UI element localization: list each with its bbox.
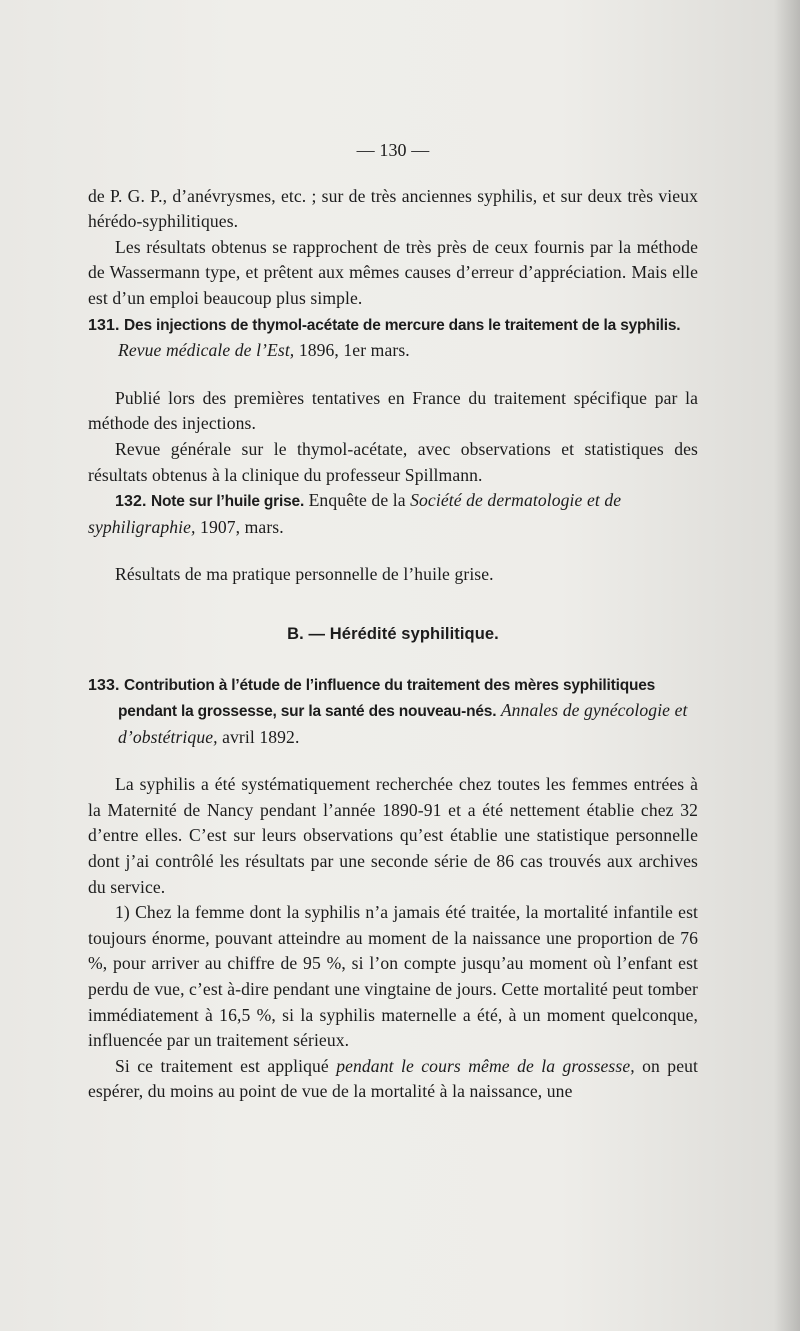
paragraph-133-2: 1) Chez la femme dont la syphilis n’a jamais été traitée, la mortalité infantile est toujours énorme, pouvant atteindre au moment de la naissance une proportion de 76 %, pour arriver au chiffre de 95 %, si l’on compte jusqu’au moment où l’enfant est perdu de vue, c’est à-dire pendant une vingtaine de jours. Cette mortalité peut tomber immédiatement à 16,5 %, si la syphilis maternelle a été, à un moment quelconque, influencée par un traitement sérieux. xyxy=(88,902,698,1051)
entry-number: 131. xyxy=(88,316,120,334)
text-run: Si ce traitement est appliqué xyxy=(115,1055,329,1076)
text-run: on peut espérer, du moins au point de vue de la mortalité à la naissance, une xyxy=(88,1055,698,1102)
entry-title: Des injections de thymol-acétate de mercure dans le traitement de la syphilis. xyxy=(124,316,681,334)
entry-title: Note sur l’huile grise. xyxy=(151,493,305,511)
entry-date: avril 1892. xyxy=(222,726,300,747)
page-edge-shadow xyxy=(774,0,800,1331)
paragraph-131-2: Revue générale sur le thymol-acétate, avec observations et statistiques des résultats obtenus à la clinique du professeur Spillmann. xyxy=(88,438,698,485)
paragraph-132-1: Résultats de ma pratique personnelle de l’huile grise. xyxy=(115,564,494,585)
entry-text: Enquête de la xyxy=(308,490,406,511)
paragraph-133-3 xyxy=(88,1054,698,1105)
section-heading: B. — Hérédité syphilitique. xyxy=(287,624,499,643)
bibliography-entry-133 xyxy=(88,672,698,751)
entry-date: 1896, 1er mars. xyxy=(298,340,410,361)
entry-journal: Revue médicale de l’Est, xyxy=(118,340,295,361)
italic-text-run: pendant le cours même de la grossesse, xyxy=(336,1055,635,1076)
entry-journal: Annales de gynécologie et d’obstétrique, xyxy=(118,700,688,747)
entry-number: 132. xyxy=(115,493,147,511)
bibliography-entry-132 xyxy=(88,488,698,540)
entry-title: Contribution à l’étude de l’influence du traitement des mères syphilitiques pendant la grossesse, sur la santé des nouveau-nés. xyxy=(118,676,656,721)
entry-journal: Société de dermatologie et de syphiligraphie, xyxy=(88,490,622,537)
page-number: — 130 — xyxy=(356,140,430,160)
bibliography-entry-131 xyxy=(88,312,698,364)
intro-paragraph-2: Les résultats obtenus se rapprochent de très près de ceux fournis par la méthode de Wassermann type, et prêtent aux mêmes causes d’erreur d’appréciation. Mais elle est d’un emploi beaucoup plus simple. xyxy=(88,236,698,308)
page-content xyxy=(88,138,698,1105)
paragraph-131-1: Publié lors des premières tentatives en France du traitement spécifique par la méthode des injections. xyxy=(88,387,698,434)
entry-number: 133. xyxy=(88,676,120,694)
intro-paragraph-1: de P. G. P., d’anévrysmes, etc. ; sur de très anciennes syphilis, et sur deux très vieux hérédo-syphilitiques. xyxy=(88,185,698,232)
paragraph-133-1: La syphilis a été systématiquement recherchée chez toutes les femmes entrées à la Maternité de Nancy pendant l’année 1890-91 et a été nettement établie chez 32 d’entre elles. C’est sur leurs observations qu’est établie une statistique personnelle dont j’ai contrôlé les résultats par une seconde série de 86 cas trouvés aux archives du service. xyxy=(88,774,698,897)
entry-date: 1907, mars. xyxy=(200,516,284,537)
